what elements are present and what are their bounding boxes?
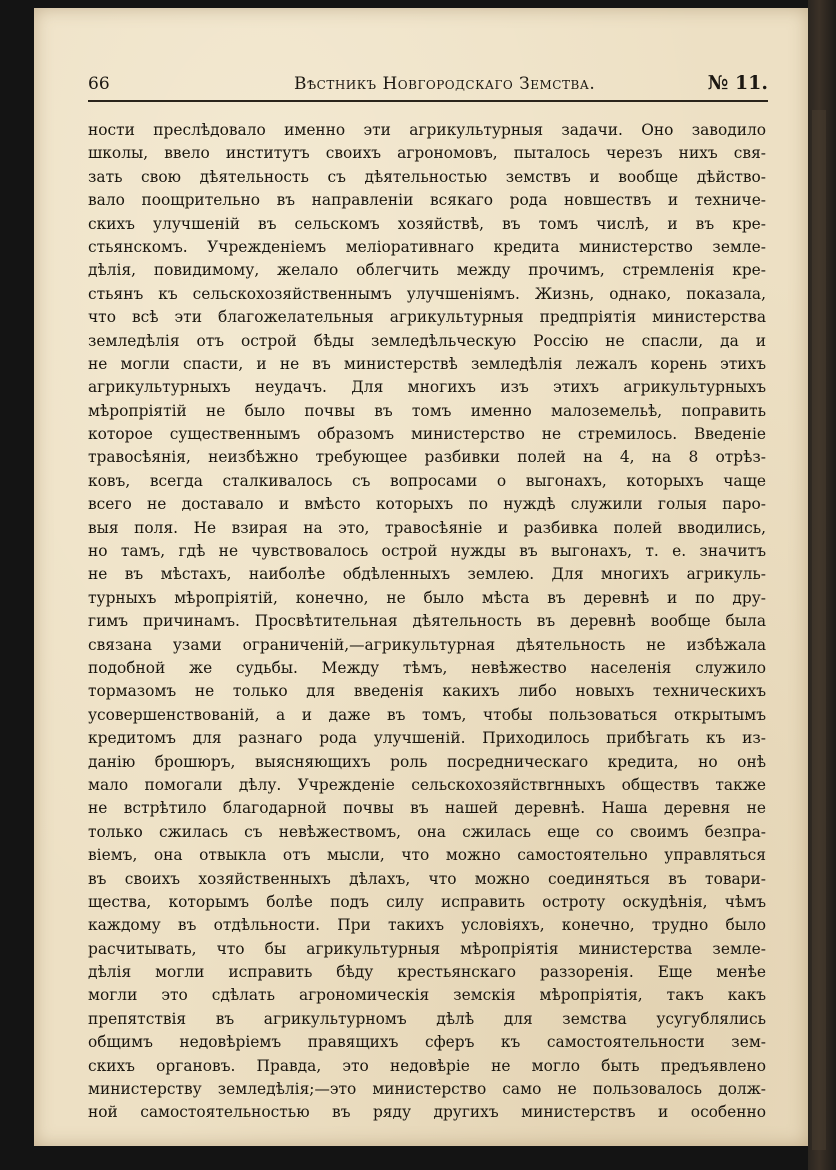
text-line: щества, которымъ болѣе подъ силу исправить остроту оскудѣнія, чѣмъ	[88, 892, 766, 911]
text-line: усовершенствованій, а и даже въ томъ, чтобы пользоваться открытымъ	[88, 705, 766, 724]
text-line: которое существеннымъ образомъ министерство не стремилось. Введеніе	[88, 425, 766, 444]
text-line: каждому въ отдѣльности. При такихъ условіяхъ, конечно, трудно было	[88, 916, 766, 935]
header-rule	[88, 100, 768, 102]
text-line: тормазомъ не только для введенія какихъ либо новыхъ техническихъ	[88, 682, 766, 701]
text-line: зать свою дѣятельность съ дѣятельностью земствъ и вообще дѣйство-	[88, 167, 766, 186]
text-line: данію брошюръ, выясняющихъ роль посредническаго кредита, но онѣ	[88, 752, 766, 771]
running-header	[88, 72, 768, 98]
text-line: не могли спасти, и не въ министерствѣ земледѣлія лежалъ корень этихъ	[88, 354, 766, 373]
body-text	[88, 119, 766, 1125]
text-line: что всѣ эти благожелательныя агрикультурныя предпріятія министерства	[88, 308, 766, 327]
page-number: 66	[88, 74, 110, 94]
journal-title: Вѣстникъ Новгородскаго Земства.	[294, 74, 596, 94]
text-line: гимъ причинамъ. Просвѣтительная дѣятельность въ деревнѣ вообще была	[88, 612, 766, 631]
text-line: расчитывать, что бы агрикультурныя мѣропріятія министерства земле-	[88, 939, 766, 958]
text-line: стьянскомъ. Учрежденіемъ меліоративнаго кредита министерство земле-	[88, 237, 766, 256]
text-line: земледѣлія отъ острой бѣды земледѣльческую Россію не спасли, да и	[88, 331, 766, 350]
text-line: стьянъ къ сельскохозяйственнымъ улучшеніямъ. Жизнь, однако, показала,	[88, 284, 766, 303]
text-line: всего не доставало и вмѣсто которыхъ по нуждѣ служили голыя паро-	[88, 495, 766, 514]
text-line: выя поля. Не взирая на это, травосѣяніе и разбивка полей вводились,	[88, 518, 766, 537]
adjacent-page-shadow	[812, 110, 826, 1150]
text-line: только сжилась съ невѣжествомъ, она сжилась еще со своимъ безпра-	[88, 822, 766, 841]
text-line: министерству земледѣлія;—это министерство само не пользовалось долж-	[88, 1080, 766, 1099]
text-line: скихъ органовъ. Правда, это недовѣріе не могло быть предъявлено	[88, 1056, 766, 1075]
text-line: дѣлія могли исправить бѣду крестьянскаго раззоренія. Еще менѣе	[88, 963, 766, 982]
text-line: могли это сдѣлать агрономическія земскія мѣропріятія, такъ какъ	[88, 986, 766, 1005]
text-line: школы, ввело институтъ своихъ агрономовъ, пыталось черезъ нихъ свя-	[88, 144, 766, 163]
text-line: связана узами ограниченій,—агрикультурная дѣятельность не избѣжала	[88, 635, 766, 654]
issue-number: № 11.	[707, 72, 768, 94]
text-line: мало помогали дѣлу. Учрежденіе сельскохозяйствrнныхъ обществъ также	[88, 775, 766, 794]
text-line: мѣропріятій не было почвы въ томъ именно малоземельѣ, поправить	[88, 401, 766, 420]
text-line: но тамъ, гдѣ не чувствовалось острой нужды въ выгонахъ, т. е. значитъ	[88, 542, 766, 561]
text-line: скихъ улучшеній въ сельскомъ хозяйствѣ, въ томъ числѣ, и въ кре-	[88, 214, 766, 233]
text-line: агрикультурныхъ неудачъ. Для многихъ изъ этихъ агрикультурныхъ	[88, 378, 766, 397]
text-line: препятствія въ агрикультурномъ дѣлѣ для земства усугублялись	[88, 1009, 766, 1028]
text-line: ковъ, всегда сталкивалось съ вопросами о выгонахъ, которыхъ чаще	[88, 471, 766, 490]
text-line: дѣлія, повидимому, желало облегчить между прочимъ, стремленія кре-	[88, 261, 766, 280]
text-line: травосѣянія, неизбѣжно требующее разбивки полей на 4, на 8 отрѣз-	[88, 448, 766, 467]
text-line: вало поощрительно въ направленіи всякаго рода новшествъ и техниче-	[88, 191, 766, 210]
text-line: подобной же судьбы. Между тѣмъ, невѣжество населенія служило	[88, 658, 766, 677]
text-line: ности преслѣдовало именно эти агрикультурныя задачи. Оно заводило	[88, 121, 766, 139]
text-line: турныхъ мѣропріятій, конечно, не было мѣста въ деревнѣ и по дру-	[88, 588, 766, 607]
text-line: въ своихъ хозяйственныхъ дѣлахъ, что можно соединяться въ товари-	[88, 869, 766, 888]
text-line: ной самостоятельностью въ ряду другихъ министерствъ и особенно	[88, 1103, 766, 1122]
text-line: кредитомъ для разнаго рода улучшеній. Приходилось прибѣгать къ из-	[88, 729, 766, 748]
text-line: общимъ недовѣріемъ правящихъ сферъ къ самостоятельности зем-	[88, 1033, 766, 1052]
text-line: не въ мѣстахъ, наиболѣе обдѣленныхъ землею. Для многихъ агрикуль-	[88, 565, 766, 584]
text-line: не встрѣтило благодарной почвы въ нашей деревнѣ. Наша деревня не	[88, 799, 766, 818]
text-line: віемъ, она отвыкла отъ мысли, что можно самостоятельно управляться	[88, 846, 766, 865]
